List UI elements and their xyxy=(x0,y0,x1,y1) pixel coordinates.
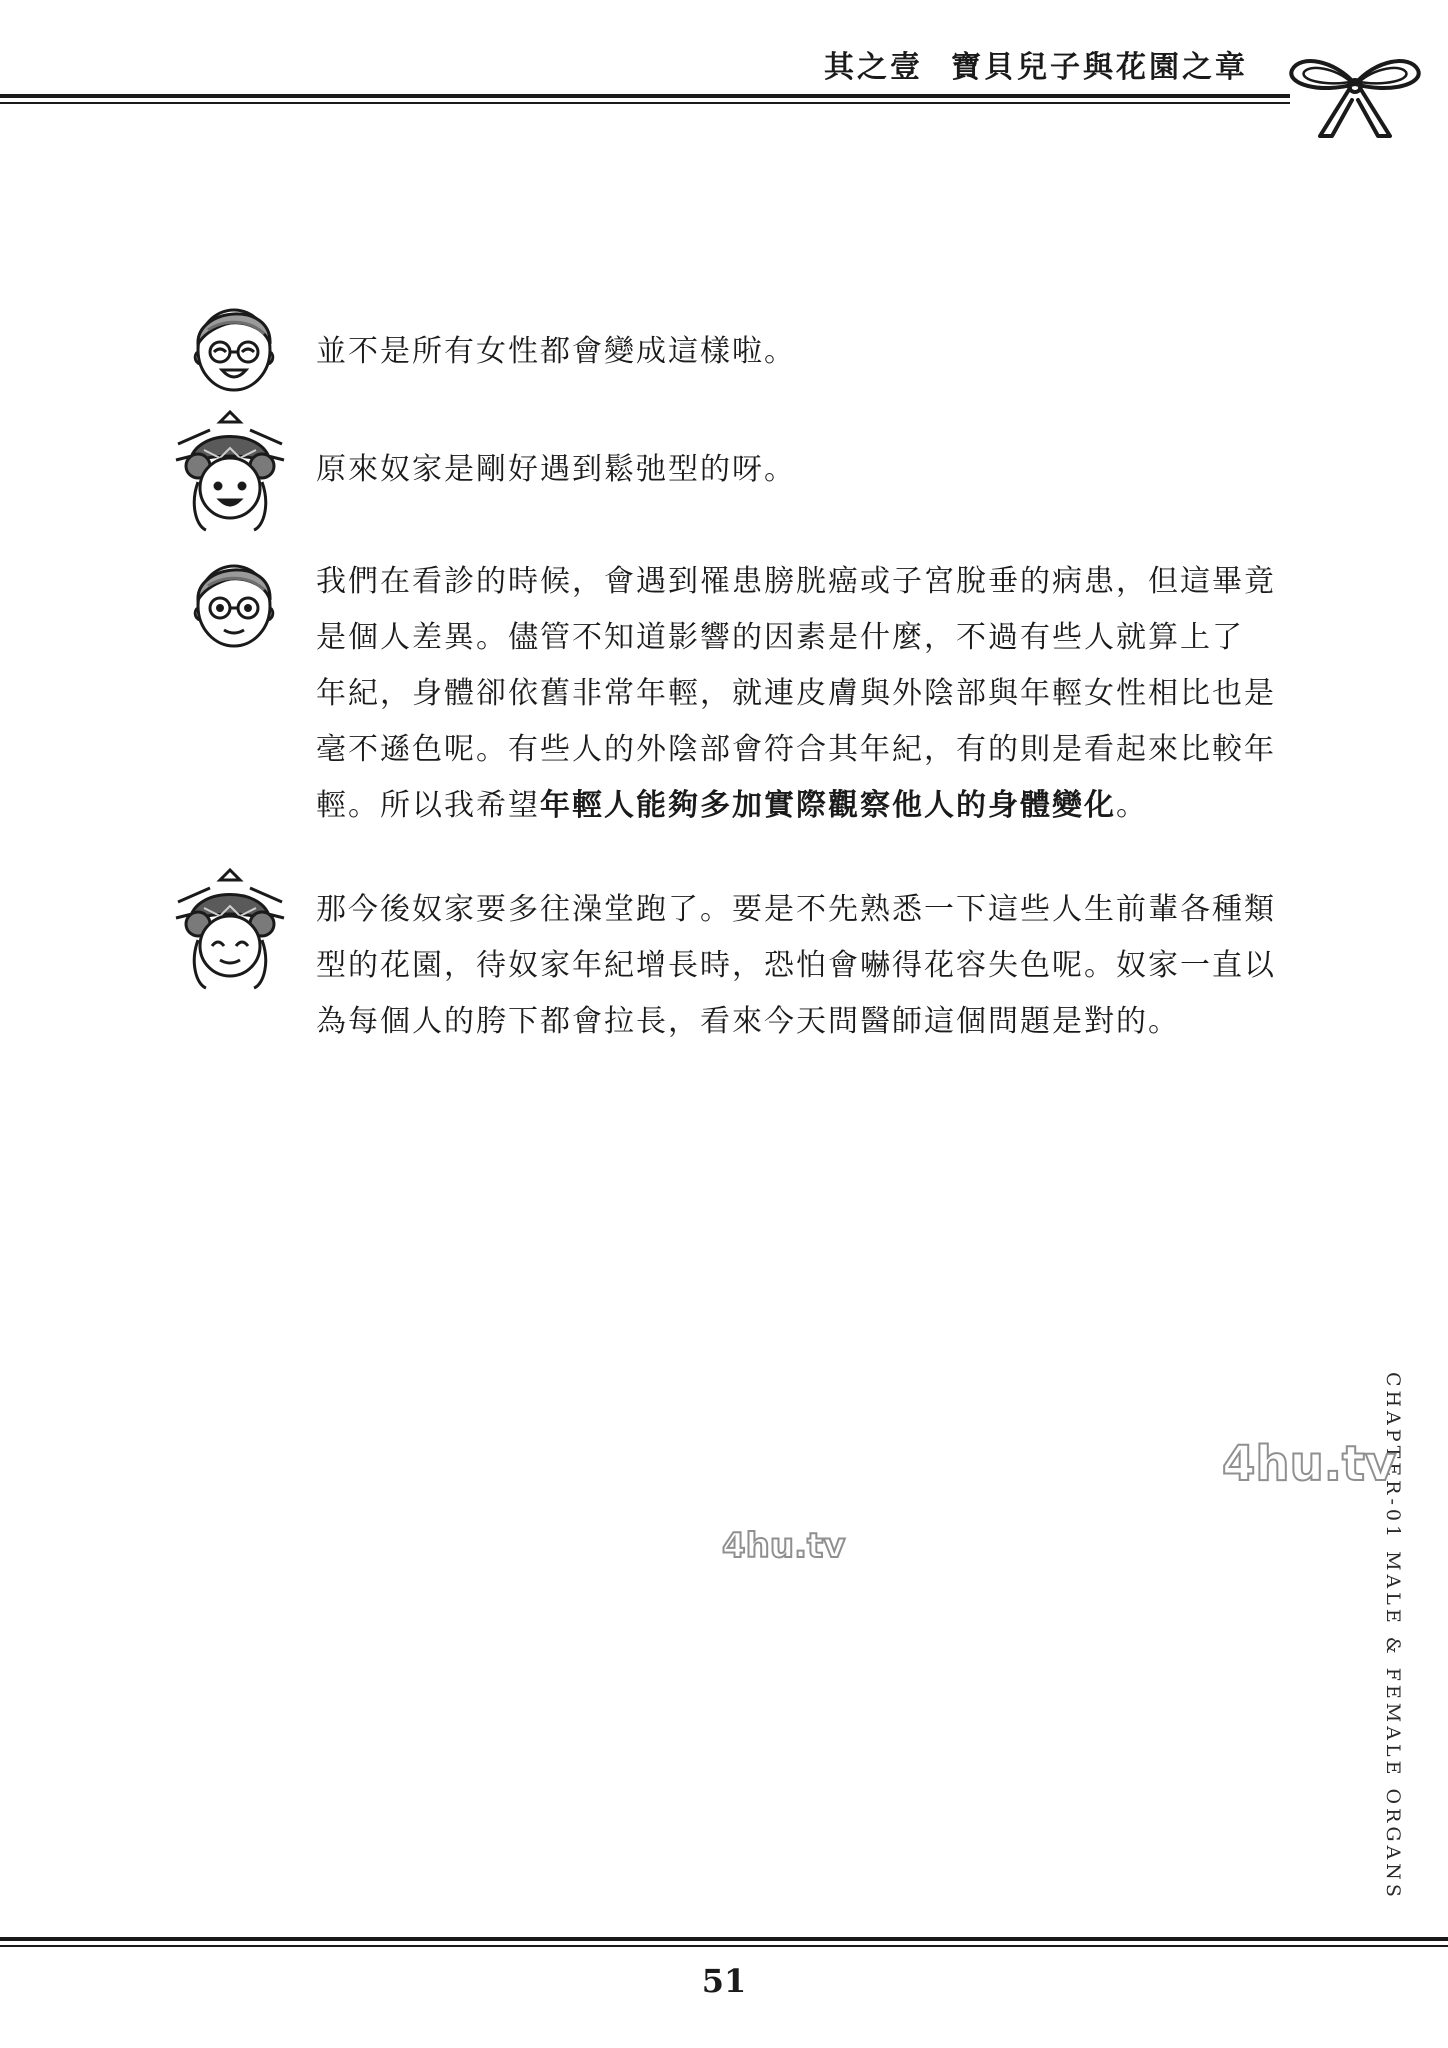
dialogue-line: 並不是所有女性都會變成這樣啦。 xyxy=(316,334,796,369)
dialogue-line-end: 。 xyxy=(1116,788,1148,823)
dialogue-line: 年紀，身體卻依舊非常年輕，就連皮膚與外陰部與年輕女性相比也是 xyxy=(316,676,1276,711)
doctor-avatar-icon xyxy=(178,546,290,658)
chapter-side-label: CHAPTER-01 MALE & FEMALE ORGANS xyxy=(1382,1372,1404,1901)
header-rule-thick xyxy=(0,94,1290,98)
part-label: 其之壹 xyxy=(824,50,923,85)
header-rule-thin xyxy=(0,102,1290,104)
chapter-title: 寶貝兒子與花園之章 xyxy=(951,50,1248,85)
dialogue-line: 那今後奴家要多往澡堂跑了。要是不先熟悉一下這些人生前輩各種類 xyxy=(316,892,1276,927)
running-header xyxy=(824,42,1248,86)
footer-rule-thick xyxy=(0,1937,1448,1941)
dialogue-line: 為每個人的胯下都會拉長，看來今天問醫師這個問題是對的。 xyxy=(316,1004,1180,1039)
dialogue-line-start: 輕。所以我希望 xyxy=(316,788,540,823)
geisha-avatar-icon xyxy=(170,866,290,996)
dialogue-line: 原來奴家是剛好遇到鬆弛型的呀。 xyxy=(316,452,796,487)
footer-rule-thin xyxy=(0,1945,1448,1947)
watermark: 4hu.tv xyxy=(722,1526,846,1566)
dialogue-line: 是個人差異。儘管不知道影響的因素是什麼，不過有些人就算上了 xyxy=(316,620,1244,655)
dialogue-line: 型的花園，待奴家年紀增長時，恐怕會嚇得花容失色呢。奴家一直以 xyxy=(316,948,1276,983)
dialogue-line-with-emphasis xyxy=(316,780,1148,824)
emphasis-text: 年輕人能夠多加實際觀察他人的身體變化 xyxy=(540,788,1116,823)
dialogue-line: 我們在看診的時候，會遇到罹患膀胱癌或子宮脫垂的病患，但這畢竟 xyxy=(316,564,1276,599)
dialogue-line: 毫不遜色呢。有些人的外陰部會符合其年紀，有的則是看起來比較年 xyxy=(316,732,1276,767)
doctor-avatar-icon xyxy=(178,290,290,402)
ribbon-bow-icon xyxy=(1280,52,1430,142)
page-number: 51 xyxy=(701,1962,747,2000)
geisha-avatar-icon xyxy=(170,408,290,538)
watermark: 4hu.tv xyxy=(1222,1436,1397,1492)
